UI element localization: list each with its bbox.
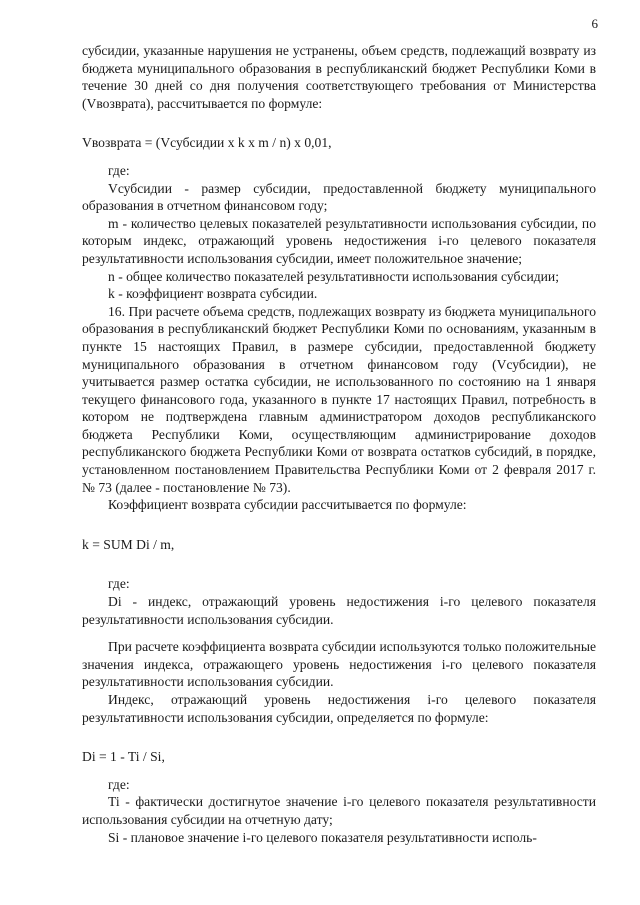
paragraph-index-intro: Индекс, отражающий уровень недостижения i-го целевого показателя результативности использования субсидии, определяется по формуле:: [82, 692, 596, 725]
where-label: где:: [108, 776, 130, 792]
formula-coefficient: k = SUM Di / m,: [82, 536, 175, 552]
where-label: где:: [108, 576, 130, 592]
paragraph-16: 16. При расчете объема средств, подлежащих возврату из бюджета муниципального образования в республиканский бюджет Республики Коми по основаниям, указанным в пункте 15 настоящих Правил, в размере субсидии, предоставленной бюджету муниципального образования в отчетном финансовом году (Vсубсидии), не учитывается размер остатка субсидии, не использованного по состоянию на 1 января текущего финансового года, указанного в пункте 17 настоящих Правил, потребность в котором не подтверждена главным администратором доходов республиканского бюджета Республики Коми, осуществляющим администрирование доходов республиканского бюджета Республики Коми от возврата остатков субсидий, в порядке, установленном постановлением Правительства Республики Коми от 2 февраля 2017 г. № 73 (далее - постановление № 73).: [82, 303, 596, 495]
definition-m: m - количество целевых показателей результативности использования субсидии, по которым индекс, отражающий уровень недостижения i-го целевого показателя результативности использования субсидии, имеет положительное значение;: [82, 215, 596, 266]
definition-di: Di - индекс, отражающий уровень недостижения i-го целевого показателя результативности использования субсидии.: [82, 594, 596, 627]
definition-k: k - коэффициент возврата субсидии.: [108, 286, 318, 302]
document-body: [82, 42, 596, 846]
definition-si: Si - плановое значение i-го целевого показателя результативности исполь-: [108, 829, 537, 845]
paragraph-continuation: субсидии, указанные нарушения не устранены, объем средств, подлежащий возврату из бюджета муниципального образования в республиканский бюджет Республики Коми в течение 30 дней со дня получения соответствующего требования от Министерства (Vвозврата), рассчитывается по формуле:: [82, 43, 596, 111]
formula-return-volume: Vвозврата = (Vсубсидии x k x m / n) x 0,01,: [82, 135, 332, 151]
page-number: 6: [591, 16, 598, 31]
definition-n: n - общее количество показателей результативности использования субсидии;: [108, 268, 559, 284]
definition-ti: Ti - фактически достигнутое значение i-го целевого показателя результативности использования субсидии на отчетную дату;: [82, 794, 596, 827]
paragraph-positive-values: При расчете коэффициента возврата субсидии используются только положительные значения индекса, отражающего уровень недостижения i-го целевого показателя результативности использования субсидии.: [82, 639, 596, 690]
formula-index: Di = 1 - Ti / Si,: [82, 749, 165, 765]
paragraph-coefficient-intro: Коэффициент возврата субсидии рассчитывается по формуле:: [108, 497, 467, 513]
where-label: где:: [108, 162, 130, 178]
definition-v-subsidy: Vсубсидии - размер субсидии, предоставленной бюджету муниципального образования в отчетном финансовом году;: [82, 180, 596, 214]
